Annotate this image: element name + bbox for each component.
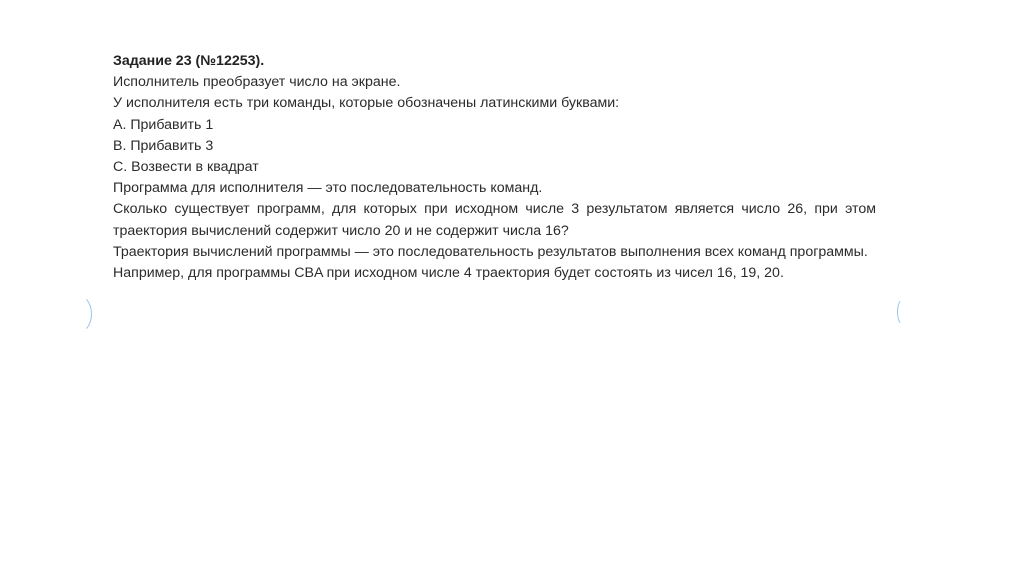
task-line-command-a: A. Прибавить 1 — [113, 116, 214, 133]
task-line-program-definition: Программа для исполнителя — это последовательность команд. — [113, 180, 543, 197]
task-line-command-c: C. Возвести в квадрат — [113, 159, 259, 176]
task-line-example: Например, для программы CBA при исходном числе 4 траектория будет состоять из чисел 16, 19, 20. — [113, 265, 784, 282]
task-line-executor: Исполнитель преобразует число на экране. — [113, 74, 401, 91]
task-line-command-b: B. Прибавить 3 — [113, 137, 214, 154]
task-line-trajectory-definition: Траектория вычислений программы — это последовательность результатов выполнения всех команд программы. — [113, 243, 868, 260]
task-text-block — [113, 51, 876, 284]
right-bracket-decoration — [897, 298, 911, 326]
left-bracket-decoration — [62, 294, 92, 334]
task-line-commands-intro: У исполнителя есть три команды, которые обозначены латинскими буквами: — [113, 95, 620, 112]
task-line-question: Сколько существует программ, для которых при исходном числе 3 результатом является число 26, при этом траектория вычислений содержит число 20 и не содержит числа 16? — [113, 201, 876, 239]
task-title: Задание 23 (№12253). — [113, 53, 265, 69]
